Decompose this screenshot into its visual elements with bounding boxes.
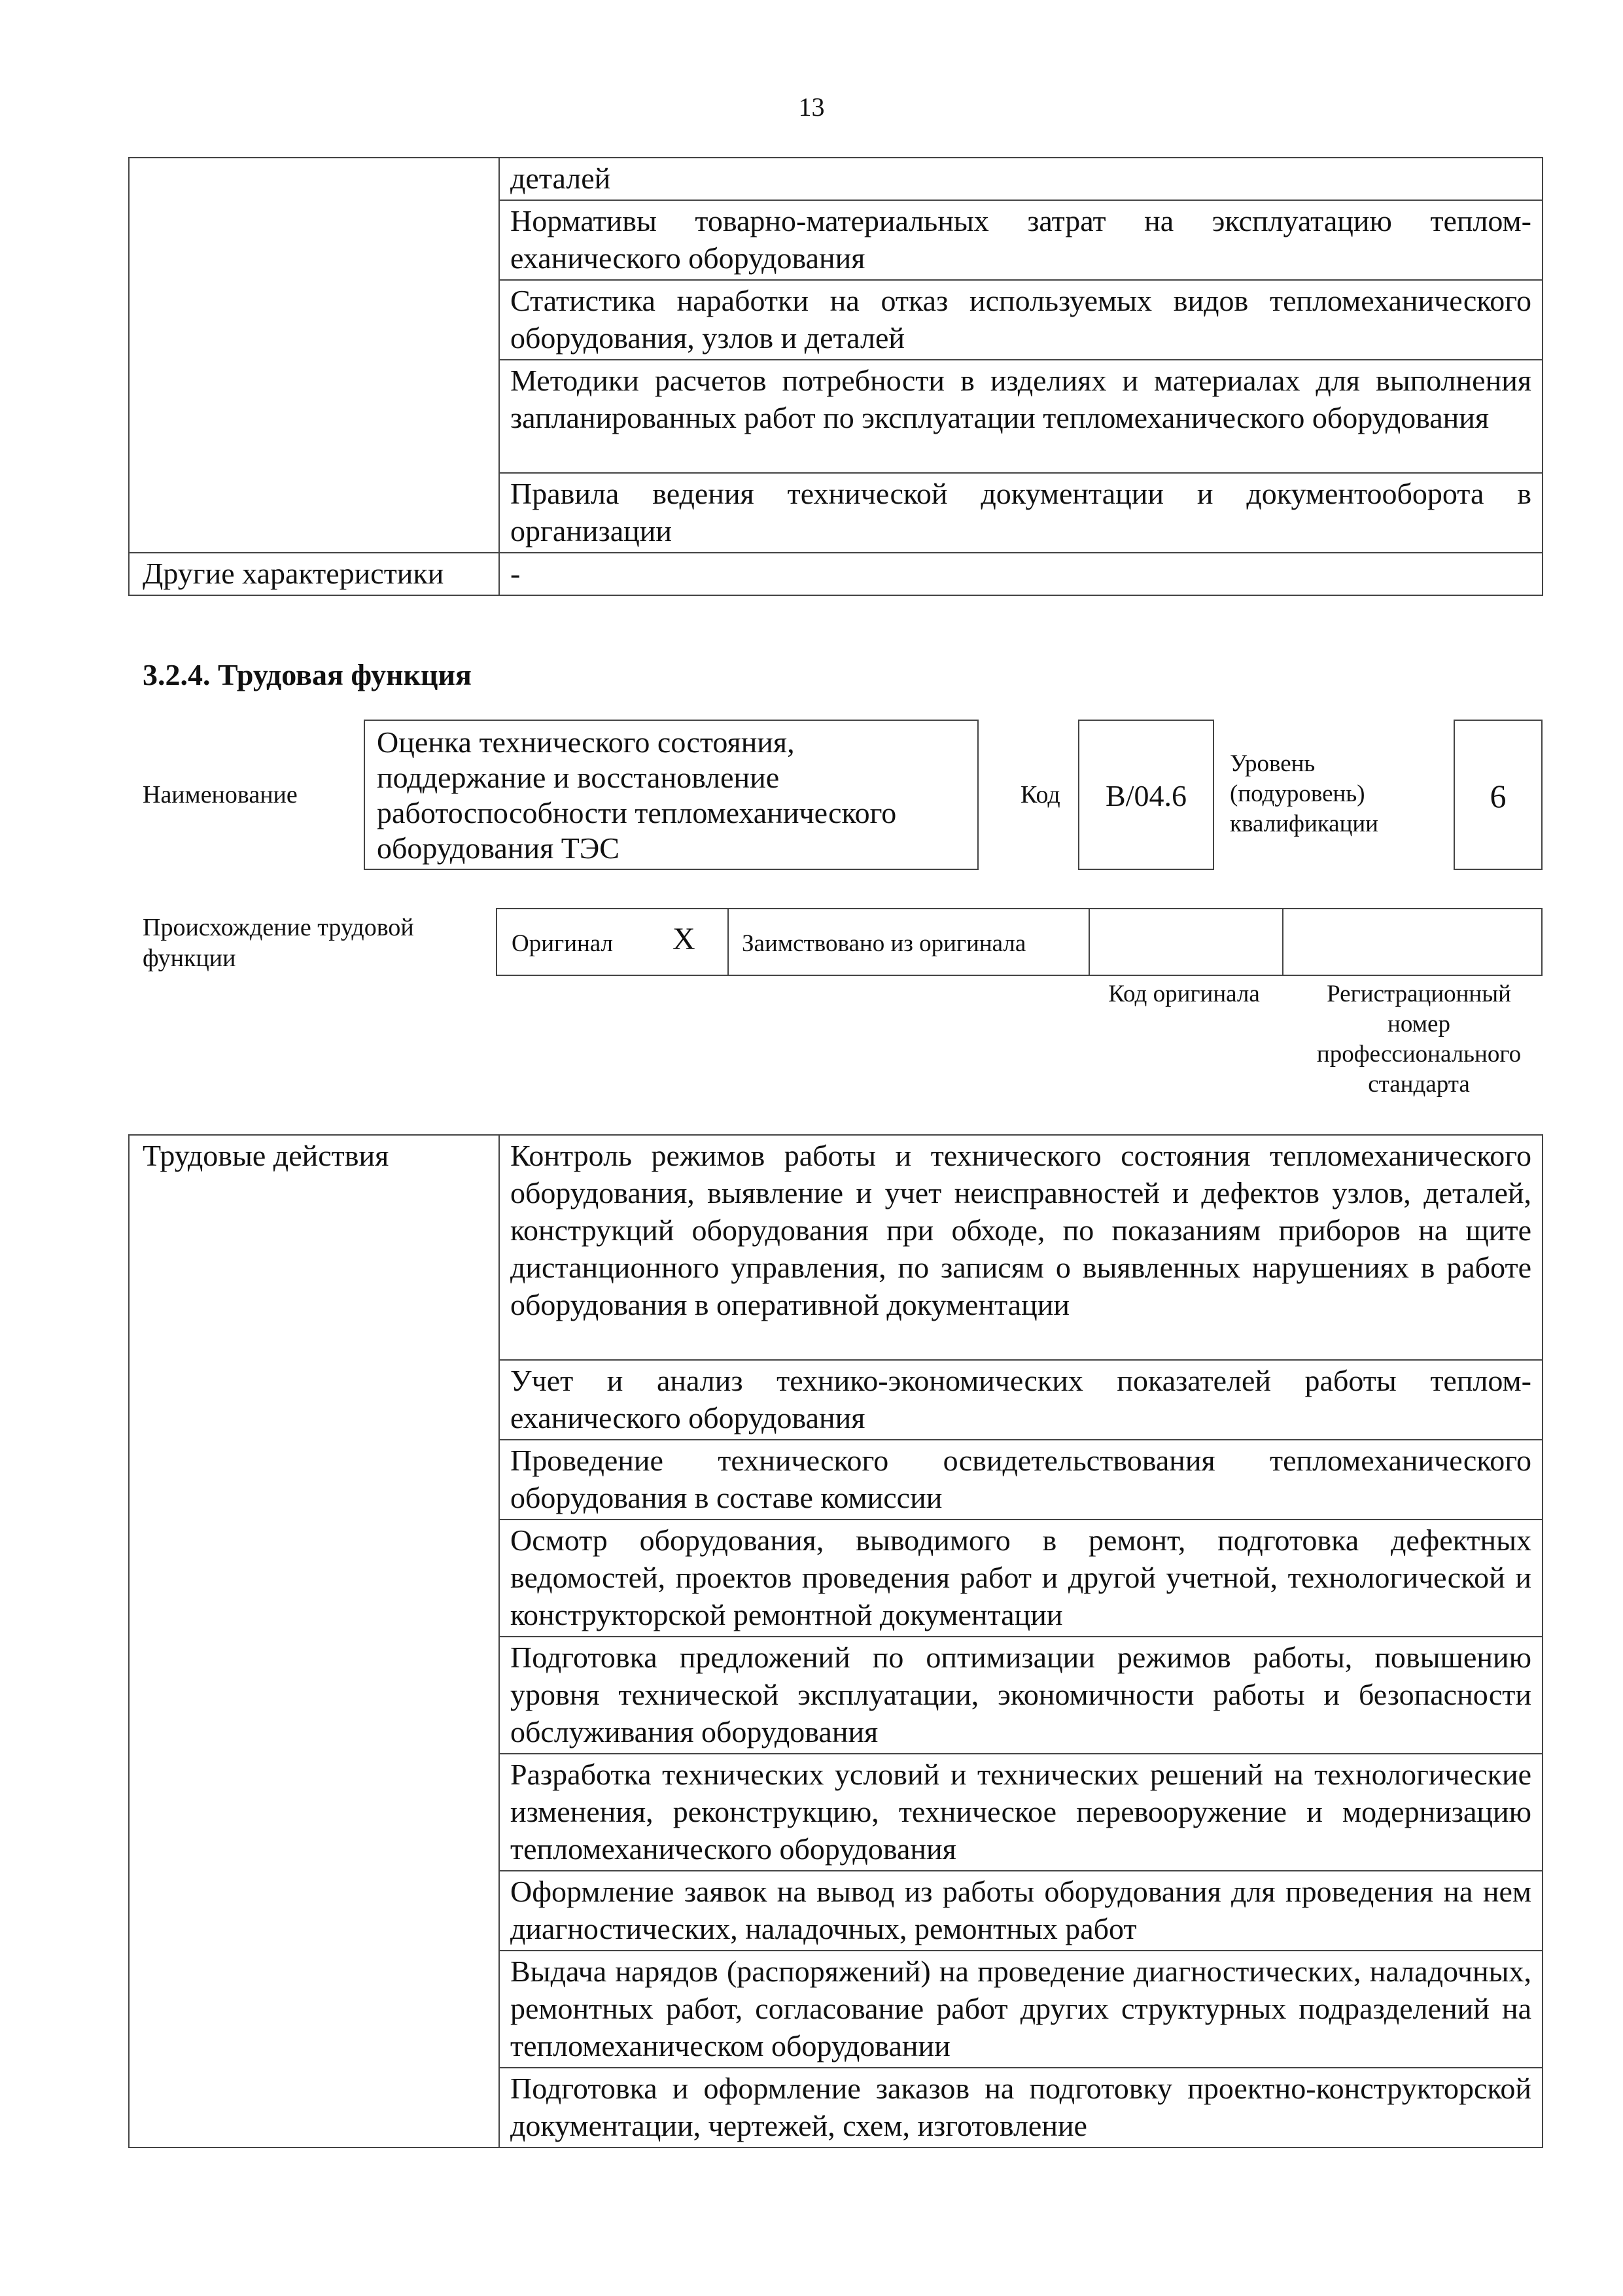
function-name-box	[364, 720, 979, 870]
origin-borrowed-label: Заимствовано из оригинала	[742, 930, 1026, 957]
action-item: Оформление заявок на вывод из работы оборудования для проведения на нем диагностических, наладочных, ремонтных работ	[499, 1871, 1543, 1951]
knowledge-item: Методики расчетов потребности в изделиях и материалах для выполнения запланированных работ по эксплуатации тепломеханического оборудования	[499, 360, 1543, 473]
table-row	[129, 1135, 1543, 1360]
code-label: Код	[1021, 781, 1060, 809]
actions-table	[128, 1134, 1543, 2148]
action-item: Осмотр оборудования, выводимого в ремонт, подготовка дефектных ведомостей, проектов проведения работ и другой учетной, технологической и конструкторской ремонтной документации	[499, 1520, 1543, 1637]
origin-label: Происхождение трудовой функции	[143, 914, 414, 972]
origin-box	[496, 908, 1543, 976]
code-value: B/04.6	[1106, 779, 1187, 812]
knowledge-item: деталей	[499, 158, 1543, 200]
origin-reg-caption: Регистрационный номер профессионального стандарта	[1316, 981, 1522, 1098]
action-item: Подготовка предложений по оптимизации режимов работы, повышению уровня технической эксплуатации, экономичности работы и безопасности обслуживания оборудования	[499, 1637, 1543, 1754]
section-heading: 3.2.4. Трудовая функция	[143, 658, 472, 691]
action-item: Подготовка и оформление заказов на подготовку проектно-конструкторской документации, чертежей, схем, изготовление	[499, 2068, 1543, 2148]
knowledge-table	[128, 157, 1543, 596]
knowledge-item: Статистика наработки на отказ используемых видов тепломеханического оборудования, узлов и деталей	[499, 280, 1543, 360]
name-label: Наименование	[143, 781, 298, 809]
action-item: Разработка технических условий и технических решений на технологические изменения, реконструкцию, техническое перевооружение и модернизацию тепломеханического оборудования	[499, 1754, 1543, 1871]
page-number: 13	[798, 92, 825, 122]
code-value-box	[1078, 720, 1214, 870]
origin-divider	[727, 909, 729, 975]
actions-label: Трудовые действия	[129, 1135, 499, 2148]
action-item: Учет и анализ технико-экономических показателей работы тепломеханического оборудования	[499, 1360, 1543, 1440]
level-value: 6	[1490, 778, 1507, 814]
origin-divider	[1089, 909, 1090, 975]
origin-divider	[1282, 909, 1283, 975]
origin-code-caption: Код оригинала	[1108, 981, 1260, 1007]
knowledge-item: Правила ведения технической документации и документооборота в организации	[499, 473, 1543, 553]
knowledge-item: Нормативы товарно-материальных затрат на эксплуатацию тепломеханического оборудования	[499, 200, 1543, 280]
action-item: Контроль режимов работы и технического состояния тепломеханического оборудования, выявление и учет неисправностей и дефектов узлов, деталей, конструкций оборудования при обходе, по показаниям приборов на щите дистанционного управления, по записям о выявленных нарушениях в работе оборудования в оперативной документации	[499, 1135, 1543, 1360]
other-characteristics-label: Другие характеристики	[129, 553, 499, 595]
empty-label-cell	[129, 158, 499, 553]
level-label: Уровень (подуровень) квалификации	[1230, 750, 1378, 837]
origin-checkmark: X	[672, 922, 695, 956]
table-row	[129, 553, 1543, 595]
level-value-box	[1454, 720, 1543, 870]
origin-original-label: Оригинал	[512, 930, 614, 957]
action-item: Проведение технического освидетельствования тепломеханического оборудования в составе комиссии	[499, 1440, 1543, 1520]
table-row	[129, 158, 1543, 200]
other-characteristics-value: -	[499, 553, 1543, 595]
function-name-value: Оценка технического состояния, поддержание и восстановление работоспособности тепломеханического оборудования ТЭС	[377, 725, 897, 865]
action-item: Выдача нарядов (распоряжений) на проведение диагностических, наладочных, ремонтных работ, согласование работ других структурных подразделений на тепломеханическом оборудовании	[499, 1951, 1543, 2068]
